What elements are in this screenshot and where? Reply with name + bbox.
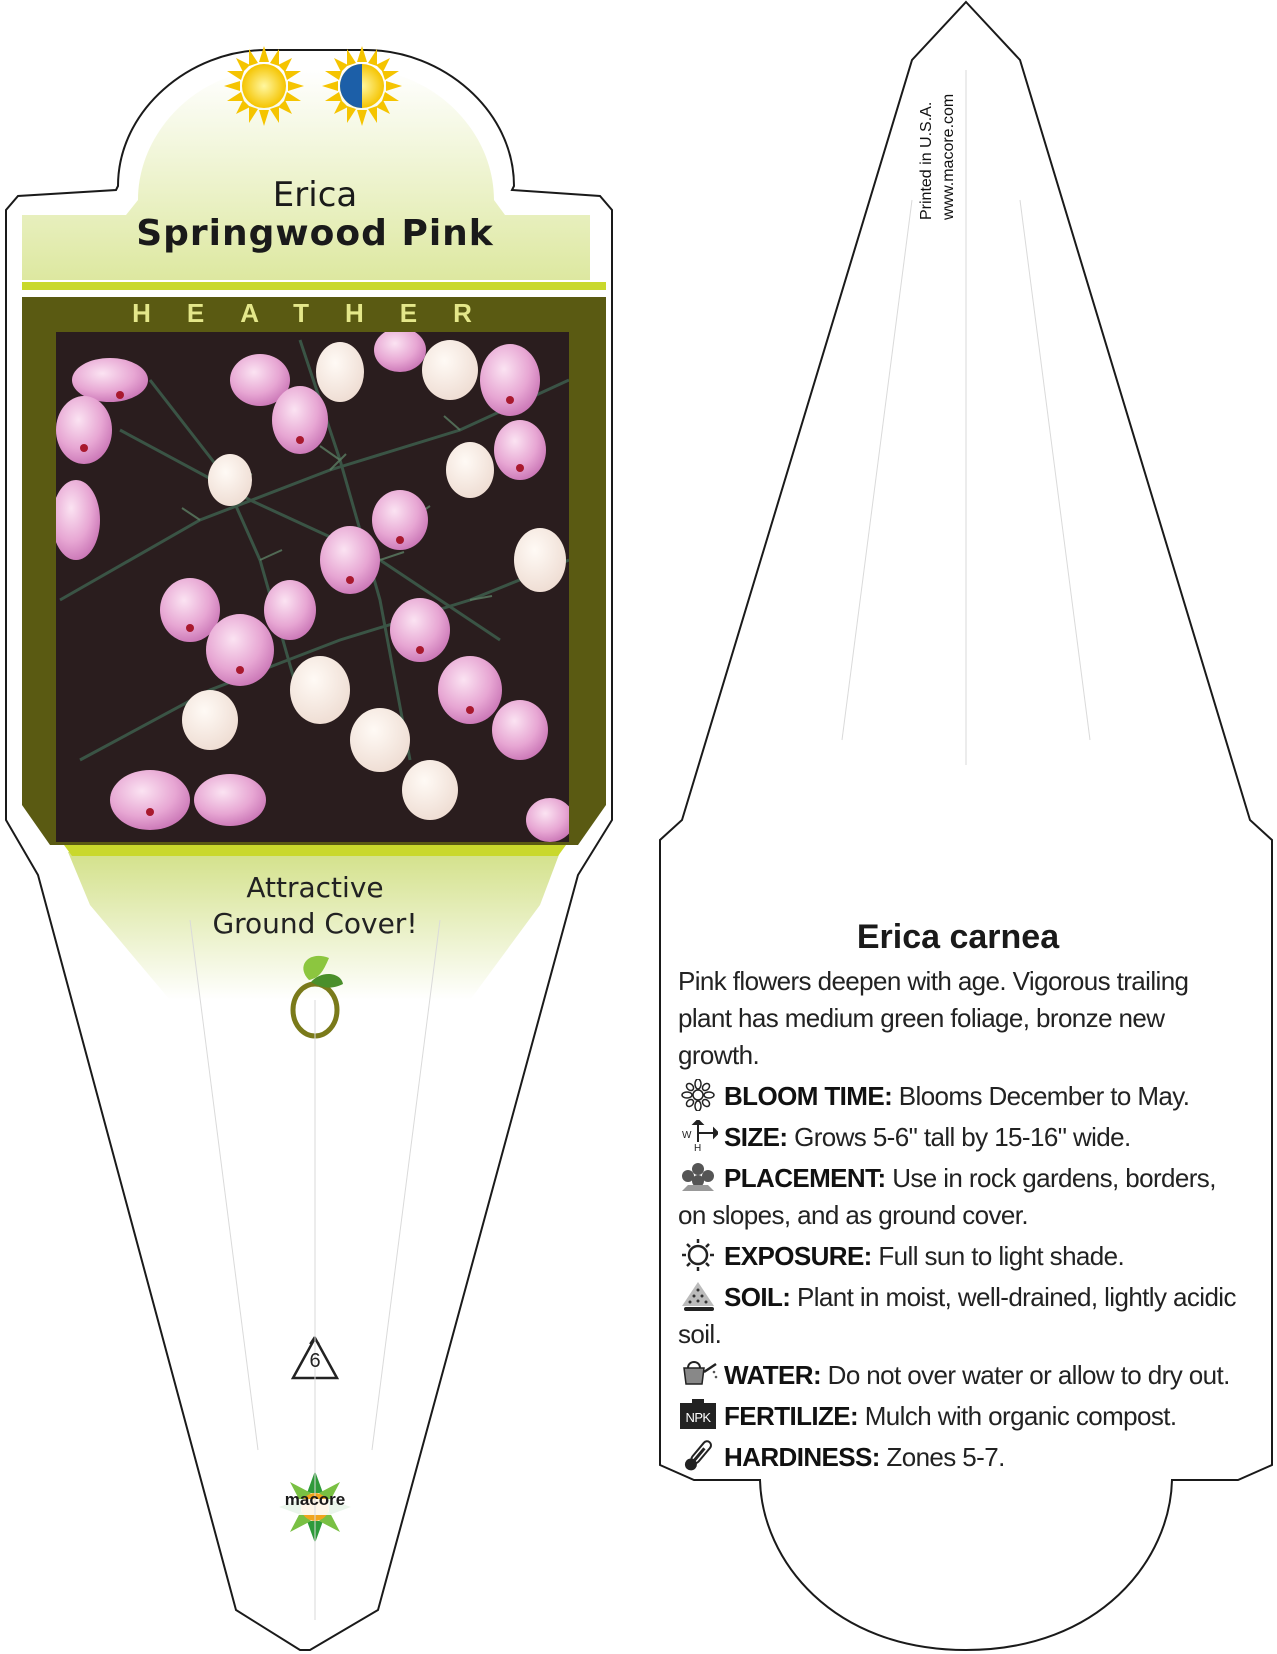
partial-sun-icon xyxy=(322,46,402,126)
description: Pink flowers deepen with age. Vigorous trailing plant has medium green foliage, bronze new growth. xyxy=(678,966,1189,1070)
common-name: HEATHER xyxy=(132,298,508,328)
detail-size: W H SIZE: Grows 5-6" tall by 15-16" wide. xyxy=(678,1119,1238,1156)
npk-icon xyxy=(678,1399,718,1431)
flower-icon xyxy=(678,1079,718,1111)
botanical-name: Erica carnea xyxy=(856,918,1060,956)
tagline-line2: Ground Cover! xyxy=(212,907,418,940)
detail-bloom-time: BLOOM TIME: Blooms December to May. xyxy=(678,1078,1238,1115)
brand-name: macore xyxy=(284,1490,346,1509)
front-tag xyxy=(6,46,612,1650)
size-icon xyxy=(678,1120,718,1152)
full-sun-icon xyxy=(224,46,304,126)
placement-icon xyxy=(678,1161,718,1193)
detail-hardiness: HARDINESS: Zones 5-7. xyxy=(678,1439,1238,1476)
plant-genus: Erica xyxy=(272,175,358,215)
svg-text:H: H xyxy=(694,1143,701,1152)
detail-placement: PLACEMENT: Use in rock gardens, borders, on slopes, and as ground cover. xyxy=(678,1163,1216,1230)
detail-soil: SOIL: Plant in moist, well-drained, lightly acidic soil. xyxy=(678,1282,1236,1349)
sun-icon xyxy=(678,1239,718,1271)
detail-water: WATER: Do not over water or allow to dry out. xyxy=(678,1357,1238,1394)
plant-photo xyxy=(52,328,574,842)
detail-exposure: EXPOSURE: Full sun to light shade. xyxy=(678,1238,1238,1275)
plant-cultivar: Springwood Pink xyxy=(136,213,494,254)
detail-fertilize: NPK FERTILIZE: Mulch with organic compost. xyxy=(678,1398,1238,1435)
svg-text:W: W xyxy=(682,1130,691,1141)
soil-icon xyxy=(678,1280,718,1312)
printed-in: Printed in U.S.A. xyxy=(918,101,935,220)
svg-text:NPK: NPK xyxy=(685,1410,711,1425)
watering-can-icon xyxy=(678,1358,718,1390)
tagline-line1: Attractive xyxy=(246,871,384,904)
recycle-code: 6 xyxy=(309,1350,321,1372)
thermometer-icon xyxy=(678,1440,718,1472)
tagline xyxy=(140,870,490,942)
print-info xyxy=(918,50,960,220)
care-info xyxy=(678,918,1238,1476)
website: www.macore.com xyxy=(940,93,957,220)
